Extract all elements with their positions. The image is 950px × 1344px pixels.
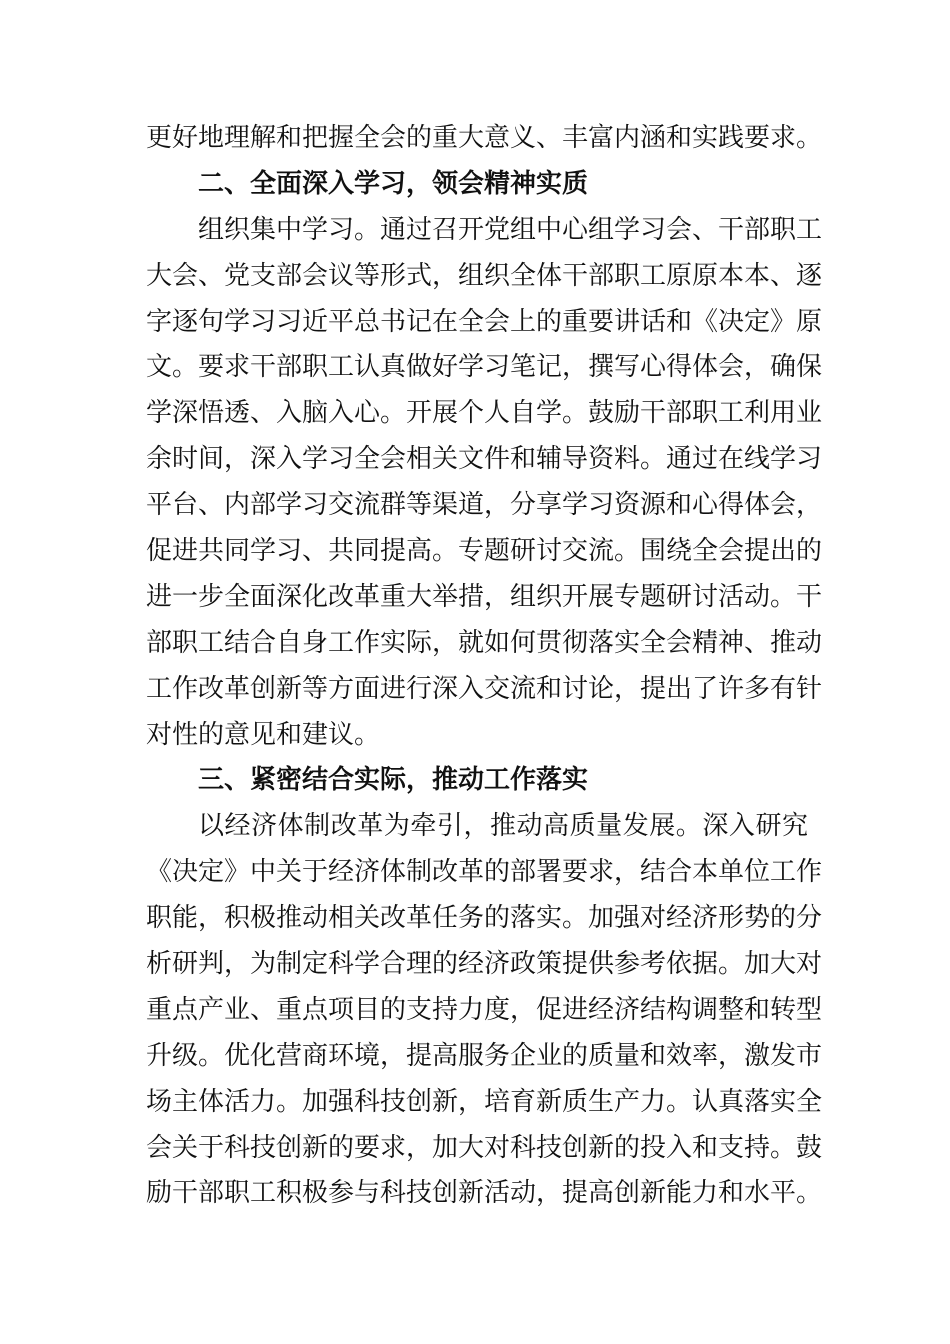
paragraph-line: 余时间，深入学习全会相关文件和辅导资料。通过在线学习 — [146, 444, 823, 475]
section-heading-2: 二、全面深入学习，领会精神实质 — [198, 168, 589, 199]
paragraph-line: 重点产业、重点项目的支持力度，促进经济结构调整和转型 — [146, 994, 823, 1025]
paragraph-line: 部职工结合自身工作实际，就如何贯彻落实全会精神、推动 — [146, 627, 823, 658]
paragraph-line: 文。要求干部职工认真做好学习笔记，撰写心得体会，确保 — [146, 352, 823, 383]
section-heading-3: 三、紧密结合实际，推动工作落实 — [198, 765, 589, 796]
paragraph-line: 进一步全面深化改革重大举措，组织开展专题研讨活动。干 — [146, 581, 823, 612]
paragraph-line: 平台、内部学习交流群等渠道，分享学习资源和心得体会， — [146, 490, 823, 521]
paragraph-line: 升级。优化营商环境，提高服务企业的质量和效率，激发市 — [146, 1040, 823, 1071]
paragraph-line: 学深悟透、入脑入心。开展个人自学。鼓励干部职工利用业 — [146, 398, 823, 429]
paragraph-line: 场主体活力。加强科技创新，培育新质生产力。认真落实全 — [146, 1086, 823, 1117]
paragraph-line: 以经济体制改革为牵引，推动高质量发展。深入研究 — [198, 811, 808, 842]
paragraph-line: 工作改革创新等方面进行深入交流和讨论，提出了许多有针 — [146, 673, 823, 704]
paragraph-line: 促进共同学习、共同提高。专题研讨交流。围绕全会提出的 — [146, 536, 823, 567]
paragraph-line: 析研判，为制定科学合理的经济政策提供参考依据。加大对 — [146, 949, 823, 980]
paragraph-line: 对性的意见和建议。 — [146, 719, 381, 750]
paragraph-line: 更好地理解和把握全会的重大意义、丰富内涵和实践要求。 — [146, 123, 823, 153]
paragraph-line: 组织集中学习。通过召开党组中心组学习会、干部职工 — [198, 214, 823, 245]
paragraph-line: 字逐句学习习近平总书记在全会上的重要讲话和《决定》原 — [146, 306, 823, 337]
paragraph-line: 大会、党支部会议等形式，组织全体干部职工原原本本、逐 — [146, 260, 823, 291]
document-body — [146, 116, 823, 1217]
paragraph-line: 励干部职工积极参与科技创新活动，提高创新能力和水平。 — [146, 1178, 823, 1209]
paragraph-line: 会关于科技创新的要求，加大对科技创新的投入和支持。鼓 — [146, 1132, 823, 1163]
paragraph-line: 职能，积极推动相关改革任务的落实。加强对经济形势的分 — [146, 903, 823, 934]
paragraph-line: 《决定》中关于经济体制改革的部署要求，结合本单位工作 — [146, 857, 823, 888]
